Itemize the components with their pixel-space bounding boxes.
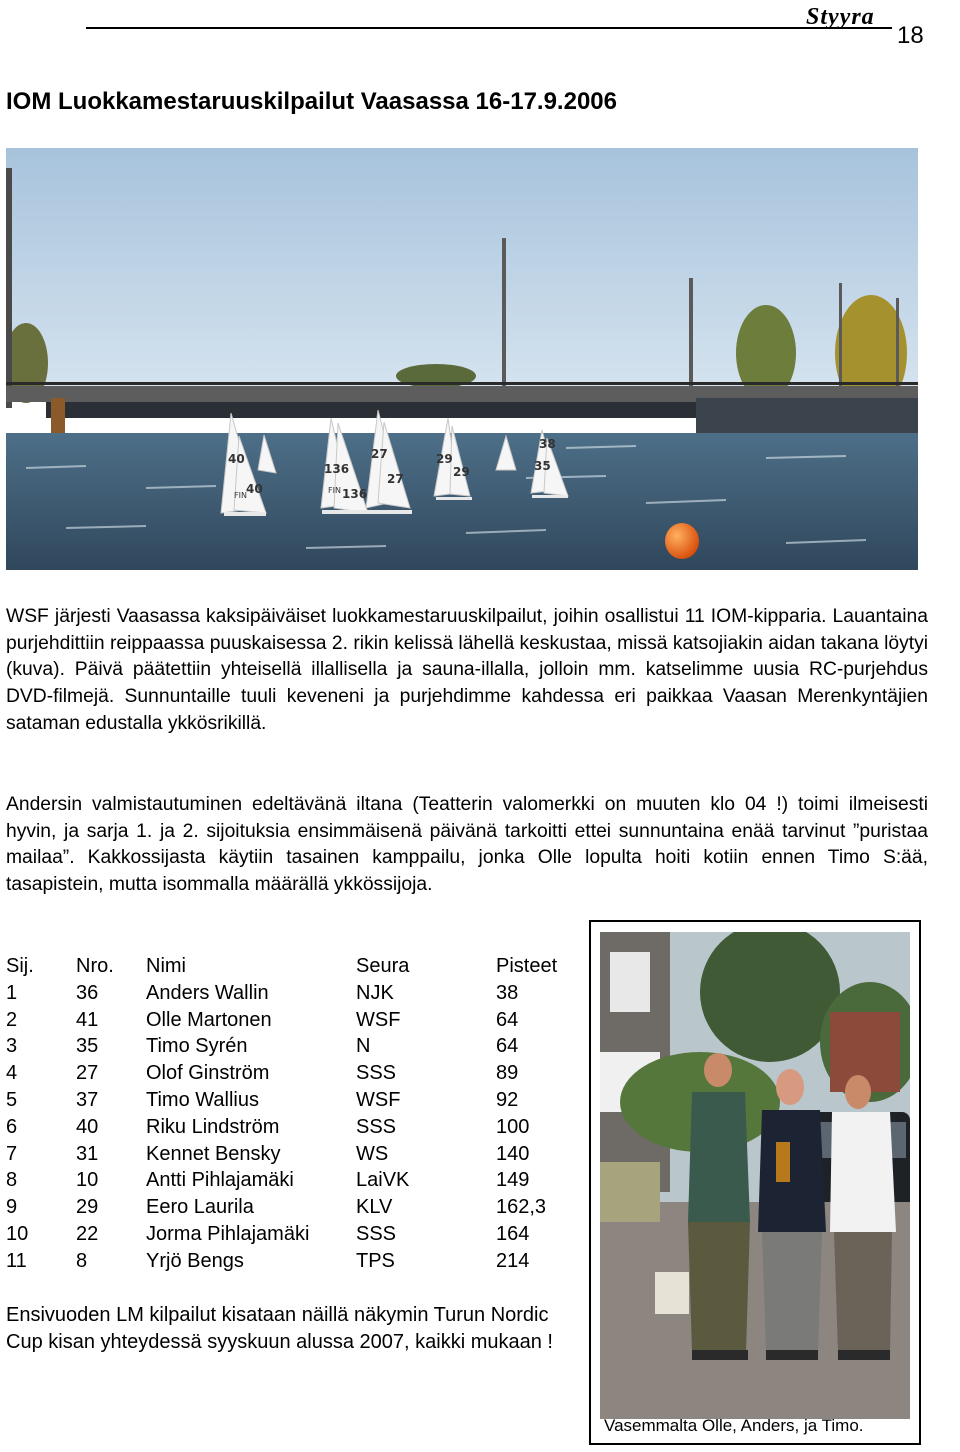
sail-number: 10 (76, 1169, 99, 1192)
sail-number-0: 40 (228, 452, 245, 466)
club: WSF (356, 1088, 401, 1111)
rank: 4 (6, 1062, 18, 1085)
header-points: Pisteet (496, 955, 558, 977)
sail-number-1: 40 (246, 482, 263, 496)
club: SSS (356, 1222, 397, 1245)
points: 164 (496, 1222, 530, 1245)
closing-paragraph: Ensivuoden LM kilpailut kisataan näillä näkymin Turun Nordic Cup kisan yhteydessä syyskuun alussa 2007, kaikki mukaan ! (6, 1304, 553, 1353)
skipper-name: Riku Lindström (146, 1115, 280, 1138)
club: KLV (356, 1196, 393, 1219)
skipper-name: Eero Laurila (146, 1196, 254, 1219)
header-club: Seura (356, 955, 410, 977)
club: TPS (356, 1249, 395, 1272)
sail-country-0: FIN (234, 491, 247, 500)
club: WS (356, 1142, 389, 1165)
sail-number-6: 29 (436, 452, 453, 466)
skipper-name: Kennet Bensky (146, 1142, 281, 1165)
sail-number-8: 38 (539, 437, 556, 451)
header-number: Nro. (76, 955, 114, 977)
sail-number-4: 27 (371, 447, 388, 461)
skipper-name: Timo Syrén (146, 1035, 248, 1058)
header-rank: Sij. (6, 955, 34, 977)
rank: 10 (6, 1222, 29, 1245)
rank: 2 (6, 1008, 18, 1031)
sail-number-2: 136 (324, 462, 350, 476)
sail-number-5: 27 (387, 472, 404, 486)
results-header-row (6, 953, 596, 980)
club: LaiVK (356, 1169, 410, 1192)
points: 92 (496, 1088, 519, 1111)
points: 100 (496, 1115, 530, 1138)
sail-number-9: 35 (534, 459, 551, 473)
photo-regatta (6, 148, 918, 570)
styyra-logo: Styyra (806, 4, 875, 30)
points: 64 (496, 1035, 519, 1058)
points: 38 (496, 981, 519, 1004)
table-row (6, 1114, 596, 1141)
sail-number: 8 (76, 1249, 88, 1272)
paragraph-intro: WSF järjesti Vaasassa kaksipäiväiset luokkamestaruuskilpailut, joihin osallistui 11 IOM-kipparia. Lauantaina purjehdittiin reippaassa puuskaisessa 2. rikin kelissä lähellä keskustaa, missä katsojiakin aidan takana löytyi (kuva). Päivä päätettiin yhteisellä illallisella ja sauna-illalla, jolloin mm. katselimme uusia RC-purjehdus DVD-filmejä. Sunnuntaille tuuli keveneni ja purjehdimme kahdessa eri paikkaa Vaasan Merenkyntäjien sataman edustalla ykkösrikillä. (6, 606, 928, 734)
table-row (6, 1194, 596, 1221)
sail-number-7: 29 (453, 465, 470, 479)
club: WSF (356, 1008, 401, 1031)
page-number: 18 (897, 22, 924, 49)
skipper-name: Timo Wallius (146, 1088, 259, 1111)
table-row (6, 1167, 596, 1194)
table-row (6, 1141, 596, 1168)
photo-frame (589, 920, 921, 1445)
photo-caption: Vasemmalta Olle, Anders, ja Timo. (604, 1416, 864, 1435)
sail-number: 35 (76, 1035, 99, 1058)
skipper-name: Jorma Pihlajamäki (146, 1222, 310, 1245)
sail-number: 41 (76, 1008, 99, 1031)
sail-number: 29 (76, 1196, 99, 1219)
sail-number: 27 (76, 1062, 99, 1085)
sail-number: 37 (76, 1088, 99, 1111)
sail-number: 36 (76, 981, 99, 1004)
points: 64 (496, 1008, 519, 1031)
paragraph-summary: Andersin valmistautuminen edeltävänä iltana (Teatterin valomerkki on muuten klo 04 !) toimi ilmeisesti hyvin, ja sarja 1. ja 2. sijoituksia ensimmäisenä päivänä tarkoitti ettei sunnuntaina enää tarvinut ”puristaa mailaa”. Kakkossijasta käytiin tasainen kamppailu, jonka Olle lopulta hoiti kotiin ennen Timo S:ää, tasapistein, mutta isommalla määrällä ykkössijoja. (6, 794, 928, 896)
rank: 5 (6, 1088, 18, 1111)
rank: 1 (6, 981, 18, 1004)
page-title: IOM Luokkamestaruuskilpailut Vaasassa 16-17.9.2006 (6, 88, 617, 115)
skipper-name: Antti Pihlajamäki (146, 1169, 294, 1192)
sail-number: 40 (76, 1115, 99, 1138)
points: 140 (496, 1142, 530, 1165)
table-row (6, 980, 596, 1007)
skipper-name: Olle Martonen (146, 1008, 272, 1031)
header-name: Nimi (146, 955, 186, 977)
rank: 9 (6, 1196, 18, 1219)
results-table (6, 953, 596, 1275)
skipper-name: Anders Wallin (146, 981, 269, 1004)
club: SSS (356, 1115, 397, 1138)
club: N (356, 1035, 371, 1058)
sail-number-3: 136 (342, 487, 368, 501)
points: 149 (496, 1169, 530, 1192)
points: 214 (496, 1249, 530, 1272)
skipper-name: Yrjö Bengs (146, 1249, 244, 1272)
table-row (6, 1033, 596, 1060)
points: 162,3 (496, 1196, 547, 1219)
points: 89 (496, 1062, 519, 1085)
table-row (6, 1007, 596, 1034)
table-row (6, 1060, 596, 1087)
header-rule (86, 27, 892, 29)
rank: 6 (6, 1115, 18, 1138)
table-row (6, 1248, 596, 1275)
rank: 3 (6, 1035, 18, 1058)
sail-number: 22 (76, 1222, 99, 1245)
table-row (6, 1087, 596, 1114)
photo-three-sailors (600, 932, 910, 1419)
rank: 8 (6, 1169, 18, 1192)
club: NJK (356, 981, 394, 1004)
sail-country-1: FIN (328, 486, 341, 495)
skipper-name: Olof Ginström (146, 1062, 270, 1085)
club: SSS (356, 1062, 397, 1085)
rank: 11 (6, 1249, 27, 1272)
rank: 7 (6, 1142, 18, 1165)
table-row (6, 1221, 596, 1248)
sail-number: 31 (76, 1142, 99, 1165)
